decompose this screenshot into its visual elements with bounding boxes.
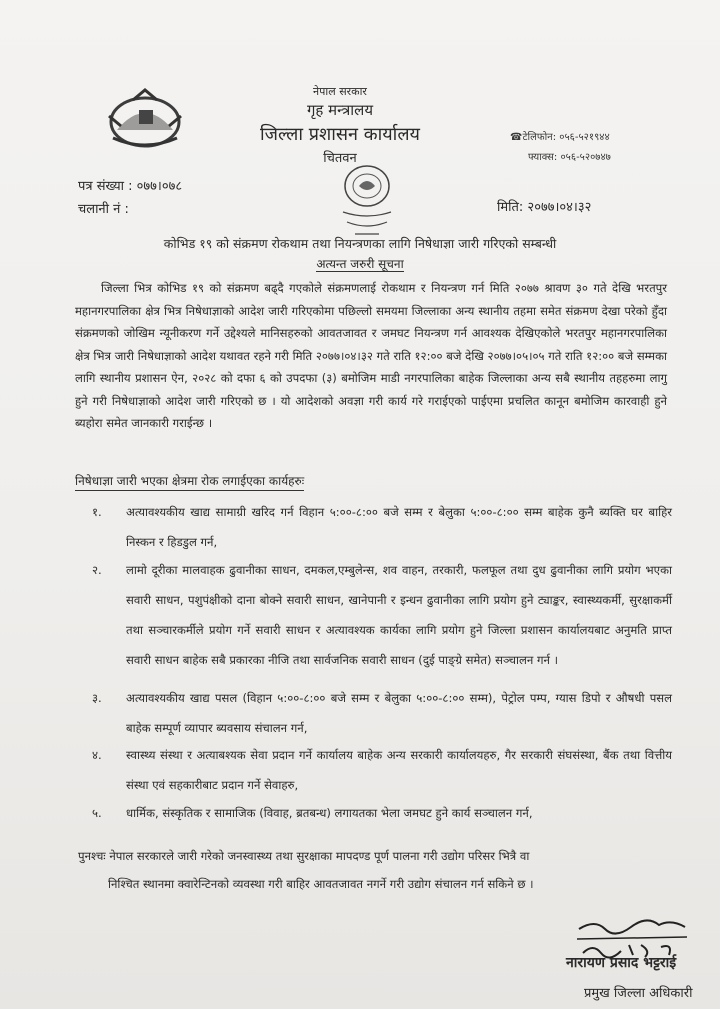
postscript-line-1: पुनश्चः नेपाल सरकारले जारी गरेको जनस्वास्थ्य तथा सुरक्षाका मापदण्ड पूर्ण पालना गरी उद्योग परिसर भित्रै वा bbox=[78, 849, 530, 863]
ministry-name: गृह मन्त्रालय bbox=[306, 101, 374, 119]
notice-title bbox=[0, 255, 720, 272]
list-item-text: अत्यावश्यकीय खाद्य पसल (विहान ५:००-८:०० बजे सम्म र बेलुका ५:००-८:०० सम्म), पेट्रोल पम्प, ग्यास डिपो र औषधी पसल बाहेक सम्पूर्ण व्यापार ब्यवसाय संचालन गर्न, bbox=[126, 691, 672, 735]
postscript-line-2: निश्चित स्थानमा क्वारेन्टिनको व्यवस्था गरी बाहिर आवतजावत नगर्ने गरी उद्योग संचालन गर्न सकिने छ । bbox=[108, 877, 534, 891]
district-name: चितवन bbox=[323, 151, 357, 166]
list-item-number: २. bbox=[92, 563, 102, 577]
restricted-activities-heading: निषेधाज्ञा जारी भएका क्षेत्रमा रोक लगाईएका कार्यहरुः bbox=[75, 472, 304, 491]
list-item-text: स्वास्थ्य संस्था र अत्याबश्यक सेवा प्रदान गर्ने कार्यालय बाहेक अन्य सरकारी कार्यालयहरु, गैर सरकारी संघसंस्था, बैंक तथा वित्तीय संस्था एवं सहकारीबाट प्रदान गर्ने सेवाहरु, bbox=[126, 748, 672, 792]
signatory-name: नारायण प्रसाद भट्टराई bbox=[566, 955, 677, 971]
list-item-number: १. bbox=[92, 505, 102, 519]
government-name: नेपाल सरकार bbox=[313, 85, 367, 98]
dispatch-number: चलानी नं : bbox=[78, 202, 129, 217]
nepal-emblem-icon bbox=[103, 86, 187, 152]
list-item-number: ५. bbox=[92, 806, 102, 820]
list-item-text: अत्यावश्यकीय खाद्य सामाग्री खरिद गर्न विहान ५:००-८:०० बजे सम्म र बेलुका ५:००-८:०० सम्म बाहेक कुनै ब्यक्ति घर बाहिर निस्कन र हिडडुल गर्न, bbox=[126, 505, 672, 549]
notice-title-text: अत्यन्त जरुरी सूचना bbox=[316, 257, 404, 271]
postscript bbox=[78, 842, 678, 898]
subject-line: कोभिड १९ को संक्रमण रोकथाम तथा नियन्त्रणका लागि निषेधाज्ञा जारी गरिएको सम्बन्धी bbox=[163, 236, 557, 251]
list-item-text: लामो दूरीका मालवाहक ढुवानीका साधन, दमकल,एम्बुलेन्स, शव वाहन, तरकारी, फलफूल तथा दुध ढुवानीका लागि प्रयोग भएका सवारी साधन, पशुपंक्षीको दाना बोक्ने सवारी साधन, खानेपानी र इन्धन ढुवानीका लागि प्रयोग हुने ट्याङ्कर, स्वास्थ्यकर्मी, सुरक्षाकर्मी तथा सञ्चारकर्मीले प्रयोग गर्ने सवारी साधन र अत्यावश्यक कार्यका लागि प्रयोग हुने जिल्ला प्रशासन कार्यालयबाट अनुमति प्राप्त सवारी साधन बाहेक सबै प्रकारका नीजि तथा सार्वजनिक सवारी साधन (दुई पाङ्ग्रे समेत) सञ्चालन गर्न । bbox=[126, 563, 672, 667]
telephone-number: ☎टेलिफोन: ०५६-५२१९४४ bbox=[510, 132, 610, 143]
office-name: जिल्ला प्रशासन कार्यालय bbox=[260, 124, 420, 145]
list-item-number: ३. bbox=[92, 691, 102, 705]
fax-number: फ्याक्स: ०५६-५२०७४७ bbox=[528, 152, 611, 163]
office-stamp-icon bbox=[333, 160, 401, 240]
issue-date: मिति: २०७७।०४।३२ bbox=[497, 200, 592, 215]
reference-number: पत्र संख्या : ०७७।०७८ bbox=[78, 179, 183, 194]
signatory-title: प्रमुख जिल्ला अधिकारी bbox=[584, 986, 693, 1001]
list-item-number: ४. bbox=[92, 748, 102, 762]
list-item-text: धार्मिक, संस्कृतिक र सामाजिक (विवाह, ब्रतबन्ध) लगायतका भेला जमघट हुने कार्य सञ्चालन गर्न, bbox=[126, 806, 533, 820]
body-paragraph: जिल्ला भित्र कोभिड १९ को संक्रमण बढ्दै गएकोले संक्रमणलाई रोकथाम र नियन्त्रण गर्न मिति २०७७ श्रावण ३० गते देखि भरतपुर महानगरपालिका क्षेत्र भित्र निषेधाज्ञाको आदेश जारी गरिएकोमा पछिल्लो समयमा जिल्लाका अन्य स्थानीय तहमा समेत संक्रमण देखा परेको हुँदा संक्रमणको जोखिम न्यूनीकरण गर्ने उद्देश्यले मानिसहरुको आवतजावत र जमघट नियन्त्रण गर्न आवश्यक देखिएकोले भरतपुर महानगरपालिका क्षेत्र भित्र जारी निषेधाज्ञाको आदेश यथावत रहने गरी मिति २०७७।०४।३२ गते राति १२:०० बजे देखि २०७७।०५।०५ गते राति १२:०० बजे सम्मका लागि स्थानीय प्रशासन ऐन, २०२८ को दफा ६ को उपदफा (३) बमोजिम माडी नगरपालिका बाहेक जिल्लाका अन्य सबै स्थानीय तहहरुमा लागु हुने गरी निषेधाज्ञाको आदेश जारी गरिएको छ । यो आदेशको अवज्ञा गरी कार्य गरे गराईएको पाईएमा प्रचलित कानून बमोजिम कारवाही हुने ब्यहोरा समेत जानकारी गराईन्छ । bbox=[75, 281, 667, 430]
